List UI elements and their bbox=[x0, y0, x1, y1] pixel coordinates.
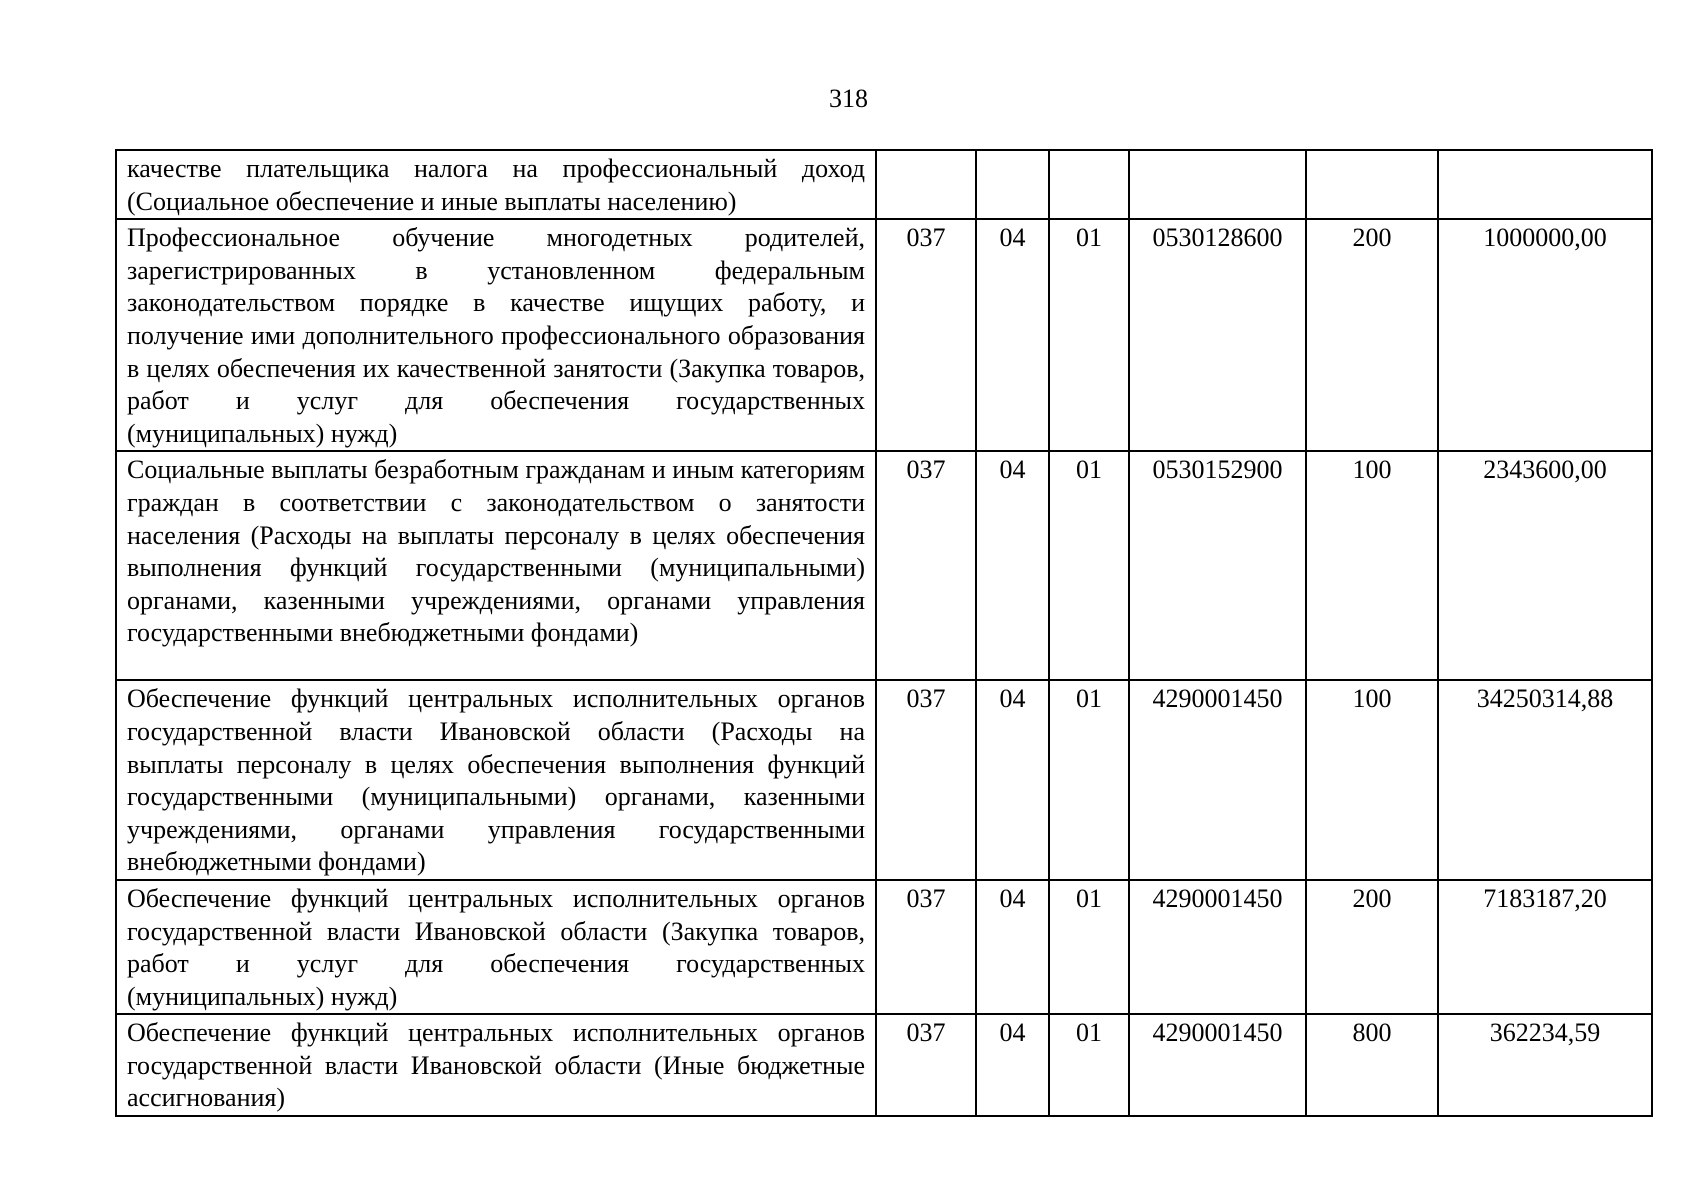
amount: 362234,59 bbox=[1438, 1014, 1652, 1116]
row-description: Социальные выплаты безработным гражданам и иным категориям граждан в соответствии с законодательством о занятости населения (Расходы на выплаты персоналу в целях обеспечения выполнения функций государственными (муниципальными) органами, казенными учреждениями, органами управления государственными внебюджетными фондами) bbox=[116, 451, 876, 680]
subsection-code bbox=[1049, 150, 1129, 219]
amount: 7183187,20 bbox=[1438, 880, 1652, 1014]
expense-type-code: 200 bbox=[1306, 219, 1438, 451]
expense-type-code: 100 bbox=[1306, 680, 1438, 880]
row-description: Профессиональное обучение многодетных родителей, зарегистрированных в установленном федеральным законодательством порядке в качестве ищущих работу, и получение ими дополнительного профессионального образования в целях обеспечения их качественной занятости (Закупка товаров, работ и услуг для обеспечения государственных (муниципальных) нужд) bbox=[116, 219, 876, 451]
section-code bbox=[976, 150, 1049, 219]
amount bbox=[1438, 150, 1652, 219]
section-code: 04 bbox=[976, 219, 1049, 451]
table-row bbox=[116, 219, 1652, 451]
ministry-code: 037 bbox=[876, 451, 976, 680]
target-article-code: 4290001450 bbox=[1129, 1014, 1306, 1116]
ministry-code: 037 bbox=[876, 880, 976, 1014]
row-description: качестве плательщика налога на профессиональный доход (Социальное обеспечение и иные выплаты населению) bbox=[116, 150, 876, 219]
subsection-code: 01 bbox=[1049, 219, 1129, 451]
target-article-code: 0530152900 bbox=[1129, 451, 1306, 680]
table-row bbox=[116, 680, 1652, 880]
target-article-code: 4290001450 bbox=[1129, 880, 1306, 1014]
ministry-code bbox=[876, 150, 976, 219]
subsection-code: 01 bbox=[1049, 680, 1129, 880]
section-code: 04 bbox=[976, 451, 1049, 680]
row-description: Обеспечение функций центральных исполнительных органов государственной власти Ивановской области (Закупка товаров, работ и услуг для обеспечения государственных (муниципальных) нужд) bbox=[116, 880, 876, 1014]
amount: 34250314,88 bbox=[1438, 680, 1652, 880]
expense-type-code bbox=[1306, 150, 1438, 219]
ministry-code: 037 bbox=[876, 680, 976, 880]
ministry-code: 037 bbox=[876, 219, 976, 451]
subsection-code: 01 bbox=[1049, 451, 1129, 680]
subsection-code: 01 bbox=[1049, 1014, 1129, 1116]
table-row bbox=[116, 150, 1652, 219]
target-article-code bbox=[1129, 150, 1306, 219]
budget-table bbox=[115, 149, 1653, 1117]
subsection-code: 01 bbox=[1049, 880, 1129, 1014]
amount: 1000000,00 bbox=[1438, 219, 1652, 451]
expense-type-code: 200 bbox=[1306, 880, 1438, 1014]
table-row bbox=[116, 880, 1652, 1014]
target-article-code: 0530128600 bbox=[1129, 219, 1306, 451]
section-code: 04 bbox=[976, 880, 1049, 1014]
expense-type-code: 800 bbox=[1306, 1014, 1438, 1116]
section-code: 04 bbox=[976, 1014, 1049, 1116]
table-row bbox=[116, 451, 1652, 680]
target-article-code: 4290001450 bbox=[1129, 680, 1306, 880]
row-description: Обеспечение функций центральных исполнительных органов государственной власти Ивановской области (Расходы на выплаты персоналу в целях обеспечения выполнения функций государственными (муниципальными) органами, казенными учреждениями, органами управления государственными внебюджетными фондами) bbox=[116, 680, 876, 880]
table-row bbox=[116, 1014, 1652, 1116]
ministry-code: 037 bbox=[876, 1014, 976, 1116]
row-description: Обеспечение функций центральных исполнительных органов государственной власти Ивановской области (Иные бюджетные ассигнования) bbox=[116, 1014, 876, 1116]
section-code: 04 bbox=[976, 680, 1049, 880]
page-number: 318 bbox=[829, 84, 868, 113]
amount: 2343600,00 bbox=[1438, 451, 1652, 680]
expense-type-code: 100 bbox=[1306, 451, 1438, 680]
